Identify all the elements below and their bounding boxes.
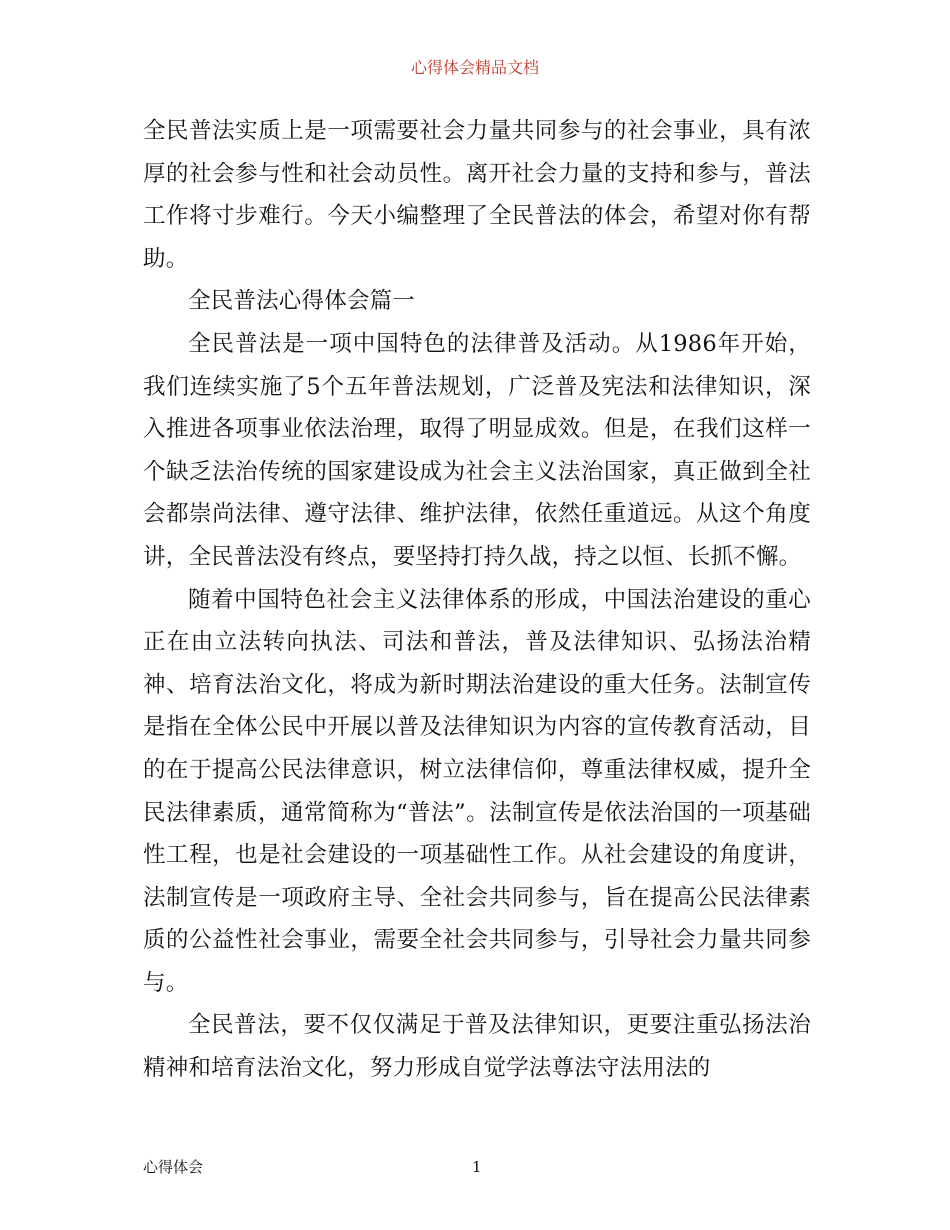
- body-paragraph: 全民普法，要不仅仅满足于普及法律知识，更要注重弘扬法治精神和培育法治文化，努力形成自觉学法尊法守法用法的: [143, 1012, 811, 1082]
- section-heading: 全民普法心得体会篇一: [188, 288, 416, 315]
- footer-label: 心得体会: [143, 1158, 204, 1176]
- page-number: 1: [472, 1158, 482, 1176]
- document-body: [143, 110, 811, 1090]
- page-footer: [143, 1156, 811, 1178]
- header-title: 心得体会精品文档: [410, 58, 539, 77]
- body-paragraph: 全民普法是一项中国特色的法律普及活动。从1986年开始，我们连续实施了5个五年普法规划，广泛普及宪法和法律知识，深入推进各项事业依法治理，取得了明显成效。但是，在我们这样一个缺乏法治传统的国家建设成为社会主义法治国家，真正做到全社会都崇尚法律、遵守法律、维护法律，依然任重道远。从这个角度讲，全民普法没有终点，要坚持打持久战，持之以恒、长抓不懈。: [143, 330, 811, 570]
- page-header: [0, 57, 950, 79]
- intro-paragraph: 全民普法实质上是一项需要社会力量共同参与的社会事业，具有浓厚的社会参与性和社会动员性。离开社会力量的支持和参与，普法工作将寸步难行。今天小编整理了全民普法的体会，希望对你有帮助。: [143, 118, 811, 272]
- body-paragraph: 随着中国特色社会主义法律体系的形成，中国法治建设的重心正在由立法转向执法、司法和普法，普及法律知识、弘扬法治精神、培育法治文化，将成为新时期法治建设的重大任务。法制宣传是指在全体公民中开展以普及法律知识为内容的宣传教育活动，目的在于提高公民法律意识，树立法律信仰，尊重法律权威，提升全民法律素质，通常简称为“普法”。法制宣传是依法治国的一项基础性工程，也是社会建设的一项基础性工作。从社会建设的角度讲，法制宣传是一项政府主导、全社会共同参与，旨在提高公民法律素质的公益性社会事业，需要全社会共同参与，引导社会力量共同参与。: [143, 586, 811, 996]
